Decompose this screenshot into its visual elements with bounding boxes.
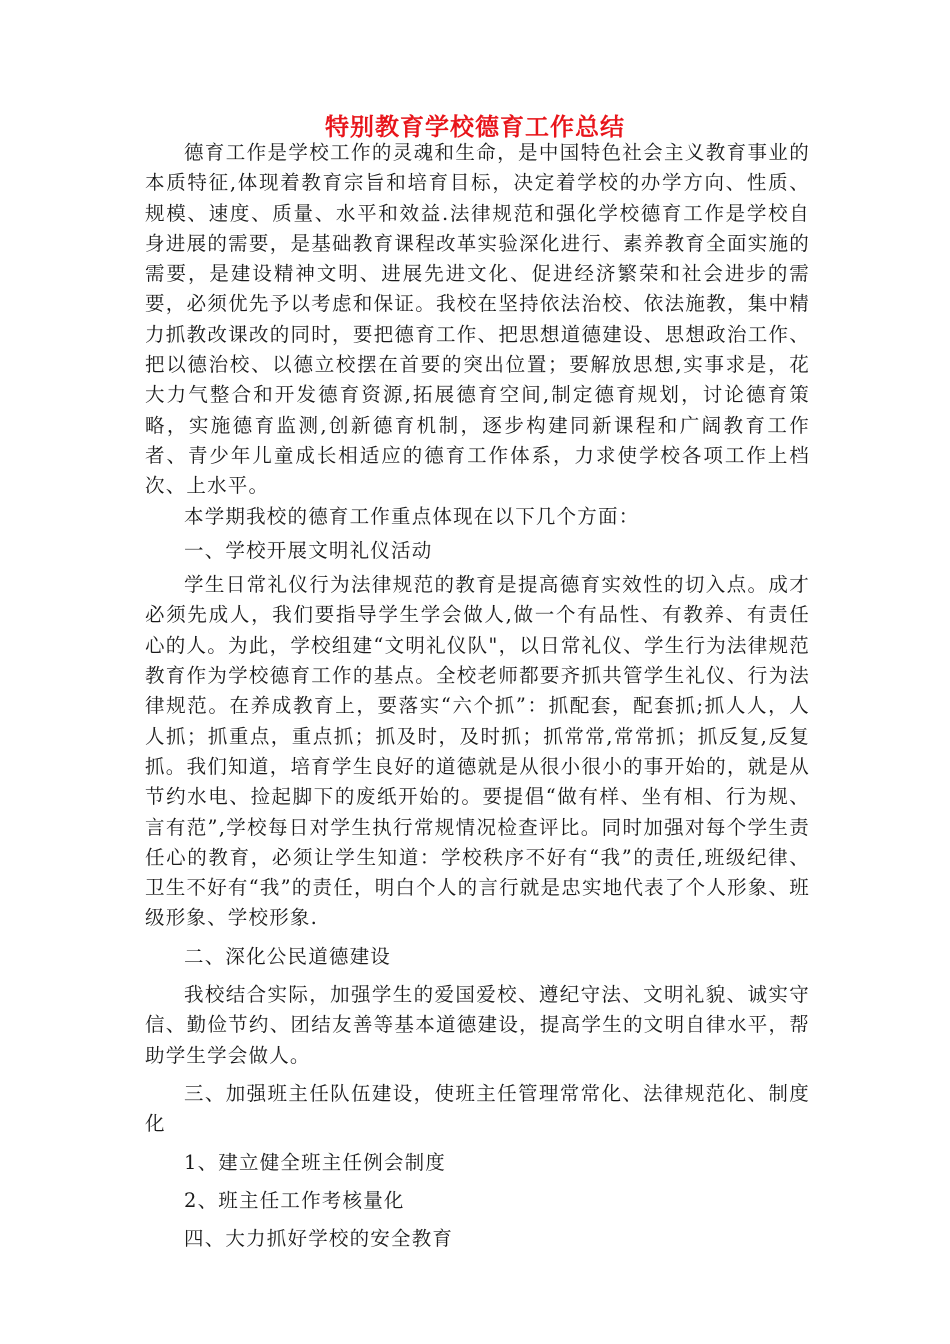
paragraph-focus-lead: 本学期我校的德育工作重点体现在以下几个方面： — [184, 504, 640, 528]
section-heading-3: 三、加强班主任队伍建设，使班主任管理常常化、法律规范化、制度化 — [145, 1081, 810, 1136]
section-heading-1: 一、学校开展文明礼仪活动 — [184, 538, 433, 562]
paragraph-civic-morality: 我校结合实际，加强学生的爱国爱校、遵纪守法、文明礼貌、诚实守信、勤俭节约、团结友善等基本道德建设，提高学生的文明自律水平，帮助学生学会做人。 — [145, 983, 810, 1067]
paragraph-intro: 德育工作是学校工作的灵魂和生命，是中国特色社会主义教育事业的本质特征,体现着教育宗旨和培育目标，决定着学校的办学方向、性质、规模、速度、质量、水平和效益.法律规范和强化学校德育工作是学校自身进展的需要，是基础教育课程改革实验深化进行、素养教育全面实施的需要，是建设精神文明、进展先进文化、促进经济繁荣和社会进步的需要，必须优先予以考虑和保证。我校在坚持依法治校、依法施教，集中精力抓教改课改的同时，要把德育工作、把思想道德建设、思想政治工作、把以德治校、以德立校摆在首要的突出位置；要解放思想,实事求是，花大力气整合和开发德育资源,拓展德育空间,制定德育规划，讨论德育策略，实施德育监测,创新德育机制，逐步构建同新课程和广阔教育工作者、青少年儿童成长相适应的德育工作体系，力求使学校各项工作上档次、上水平。 — [145, 141, 810, 498]
section-heading-4: 四、大力抓好学校的安全教育 — [184, 1227, 454, 1251]
paragraph-etiquette: 学生日常礼仪行为法律规范的教育是提高德育实效性的切入点。成才必须先成人，我们要指导学生学会做人,做一个有品性、有教养、有责任心的人。为此，学校组建“文明礼仪队"，以日常礼仪、学生行为法律规范教育作为学校德育工作的基点。全校老师都要齐抓共管学生礼仪、行为法律规范。在养成教育上，要落实“六个抓”：抓配套，配套抓;抓人人，人人抓；抓重点，重点抓；抓及时，及时抓；抓常常,常常抓；抓反复,反复抓。我们知道，培育学生良好的道德就是从很小很小的事开始的，就是从节约水电、捡起脚下的废纸开始的。要提倡“做有样、坐有相、行为规、言有范”,学校每日对学生执行常规情况检查评比。同时加强对每个学生责任心的教育，必须让学生知道：学校秩序不好有“我”的责任,班级纪律、卫生不好有“我”的责任，明白个人的言行就是忠实地代表了个人形象、班级形象、学校形象. — [145, 573, 810, 930]
list-item-2: 2、班主任工作考核量化 — [184, 1188, 405, 1212]
document-body — [145, 138, 810, 1254]
list-item-1: 1、建立健全班主任例会制度 — [184, 1150, 447, 1174]
document-title: 特别教育学校德育工作总结 — [325, 113, 625, 141]
section-heading-2: 二、深化公民道德建设 — [184, 944, 392, 968]
